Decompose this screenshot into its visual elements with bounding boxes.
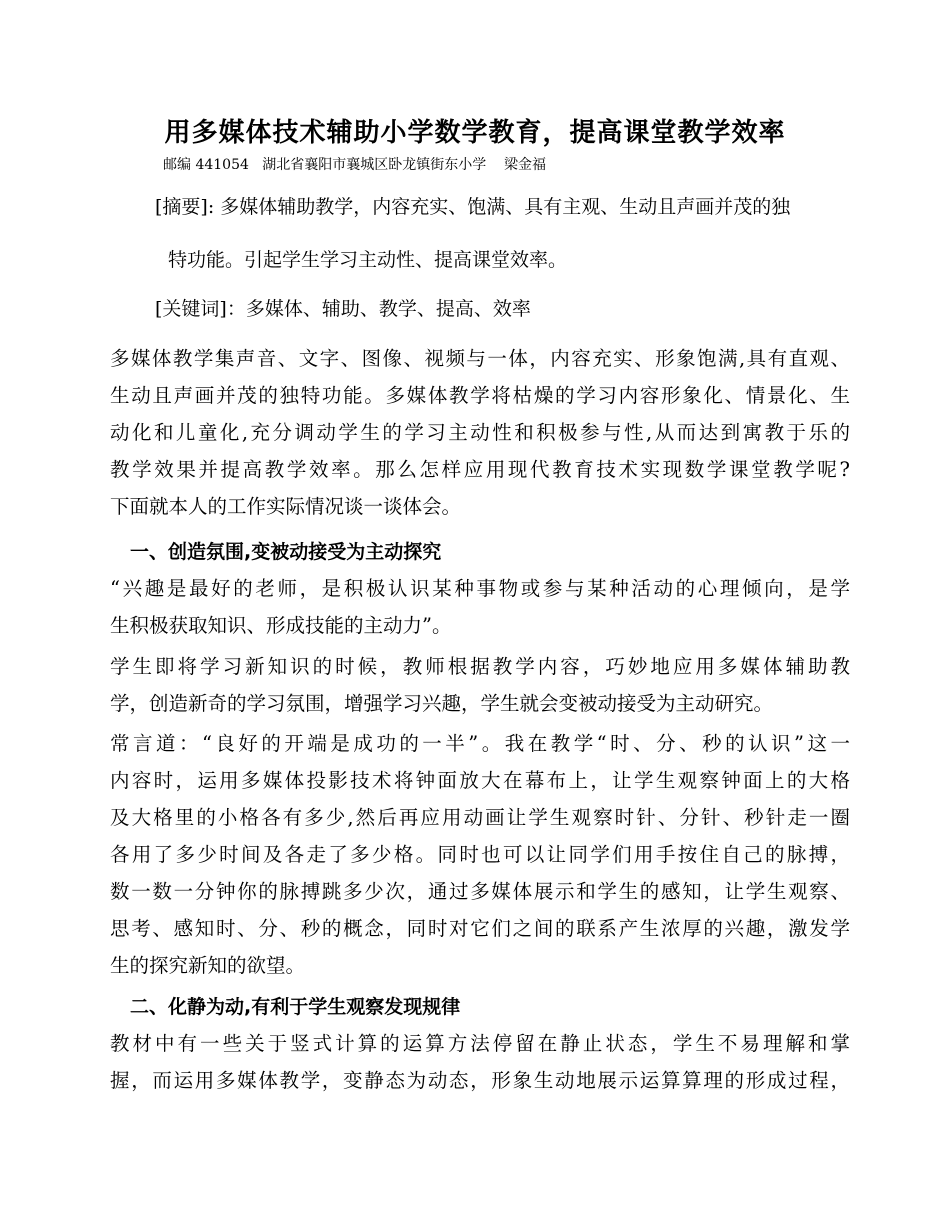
keywords-line: [关键词]：多媒体、辅助、教学、提高、效率 (155, 298, 531, 320)
text-line: 各用了多少时间及各走了多少格。同时也可以让同学们用手按住自己的脉搏， (110, 843, 850, 866)
text-line: 教材中有一些关于竖式计算的运算方法停留在静止状态，学生不易理解和掌 (110, 1032, 850, 1055)
text-line: “兴趣是最好的老师，是积极认识某种事物或参与某种活动的心理倾向，是学 (110, 577, 850, 600)
abstract-line-1: [摘要]: 多媒体辅助教学，内容充实、饱满、具有主观、生动且声画并茂的独 (155, 196, 791, 218)
section-2-paragraph (110, 1025, 850, 1099)
section-1-paragraph-2 (110, 648, 850, 722)
intro-paragraph (110, 340, 850, 525)
author-byline: 邮编 441054 湖北省襄阳市襄城区卧龙镇街东小学 梁金福 (163, 157, 547, 173)
section-1-heading: 一、创造氛围,变被动接受为主动探究 (130, 541, 442, 563)
text-line: 动化和儿童化,充分调动学生的学习主动性和积极参与性,从而达到寓教于乐的 (110, 421, 850, 444)
text-line: 生的探究新知的欲望。 (110, 954, 306, 977)
section-2-heading: 二、化静为动,有利于学生观察发现规律 (130, 996, 461, 1018)
text-line: 下面就本人的工作实际情况谈一谈体会。 (110, 495, 462, 518)
text-line: 常言道：“良好的开端是成功的一半”。我在教学“时、分、秒的认识”这一 (110, 732, 850, 755)
text-line: 生积极获取知识、形成技能的主动力”。 (110, 614, 452, 637)
text-line: 思考、感知时、分、秒的概念，同时对它们之间的联系产生浓厚的兴趣，激发学 (110, 917, 850, 940)
text-line: 生动且声画并茂的独特功能。多媒体教学将枯燥的学习内容形象化、情景化、生 (110, 384, 850, 407)
document-title: 用多媒体技术辅助小学数学教育，提高课堂教学效率 (164, 118, 786, 148)
section-1-quote (110, 570, 850, 644)
text-line: 学生即将学习新知识的时候，教师根据教学内容，巧妙地应用多媒体辅助教 (110, 655, 850, 678)
text-line: 握，而运用多媒体教学，变静态为动态，形象生动地展示运算算理的形成过程， (110, 1069, 850, 1092)
section-1-paragraph-3 (110, 725, 850, 984)
text-line: 教学效果并提高教学效率。那么怎样应用现代教育技术实现数学课堂教学呢? (110, 458, 850, 481)
text-line: 学，创造新奇的学习氛围，增强学习兴趣，学生就会变被动接受为主动研究。 (110, 692, 774, 715)
text-line: 数一数一分钟你的脉搏跳多少次，通过多媒体展示和学生的感知，让学生观察、 (110, 880, 850, 903)
text-line: 内容时，运用多媒体投影技术将钟面放大在幕布上，让学生观察钟面上的大格 (110, 769, 850, 792)
abstract-line-2: 特功能。引起学生学习主动性、提高课堂效率。 (168, 249, 568, 271)
text-line: 多媒体教学集声音、文字、图像、视频与一体，内容充实、形象饱满,具有直观、 (110, 347, 850, 370)
text-line: 及大格里的小格各有多少,然后再应用动画让学生观察时针、分针、秒针走一圈 (110, 806, 850, 829)
